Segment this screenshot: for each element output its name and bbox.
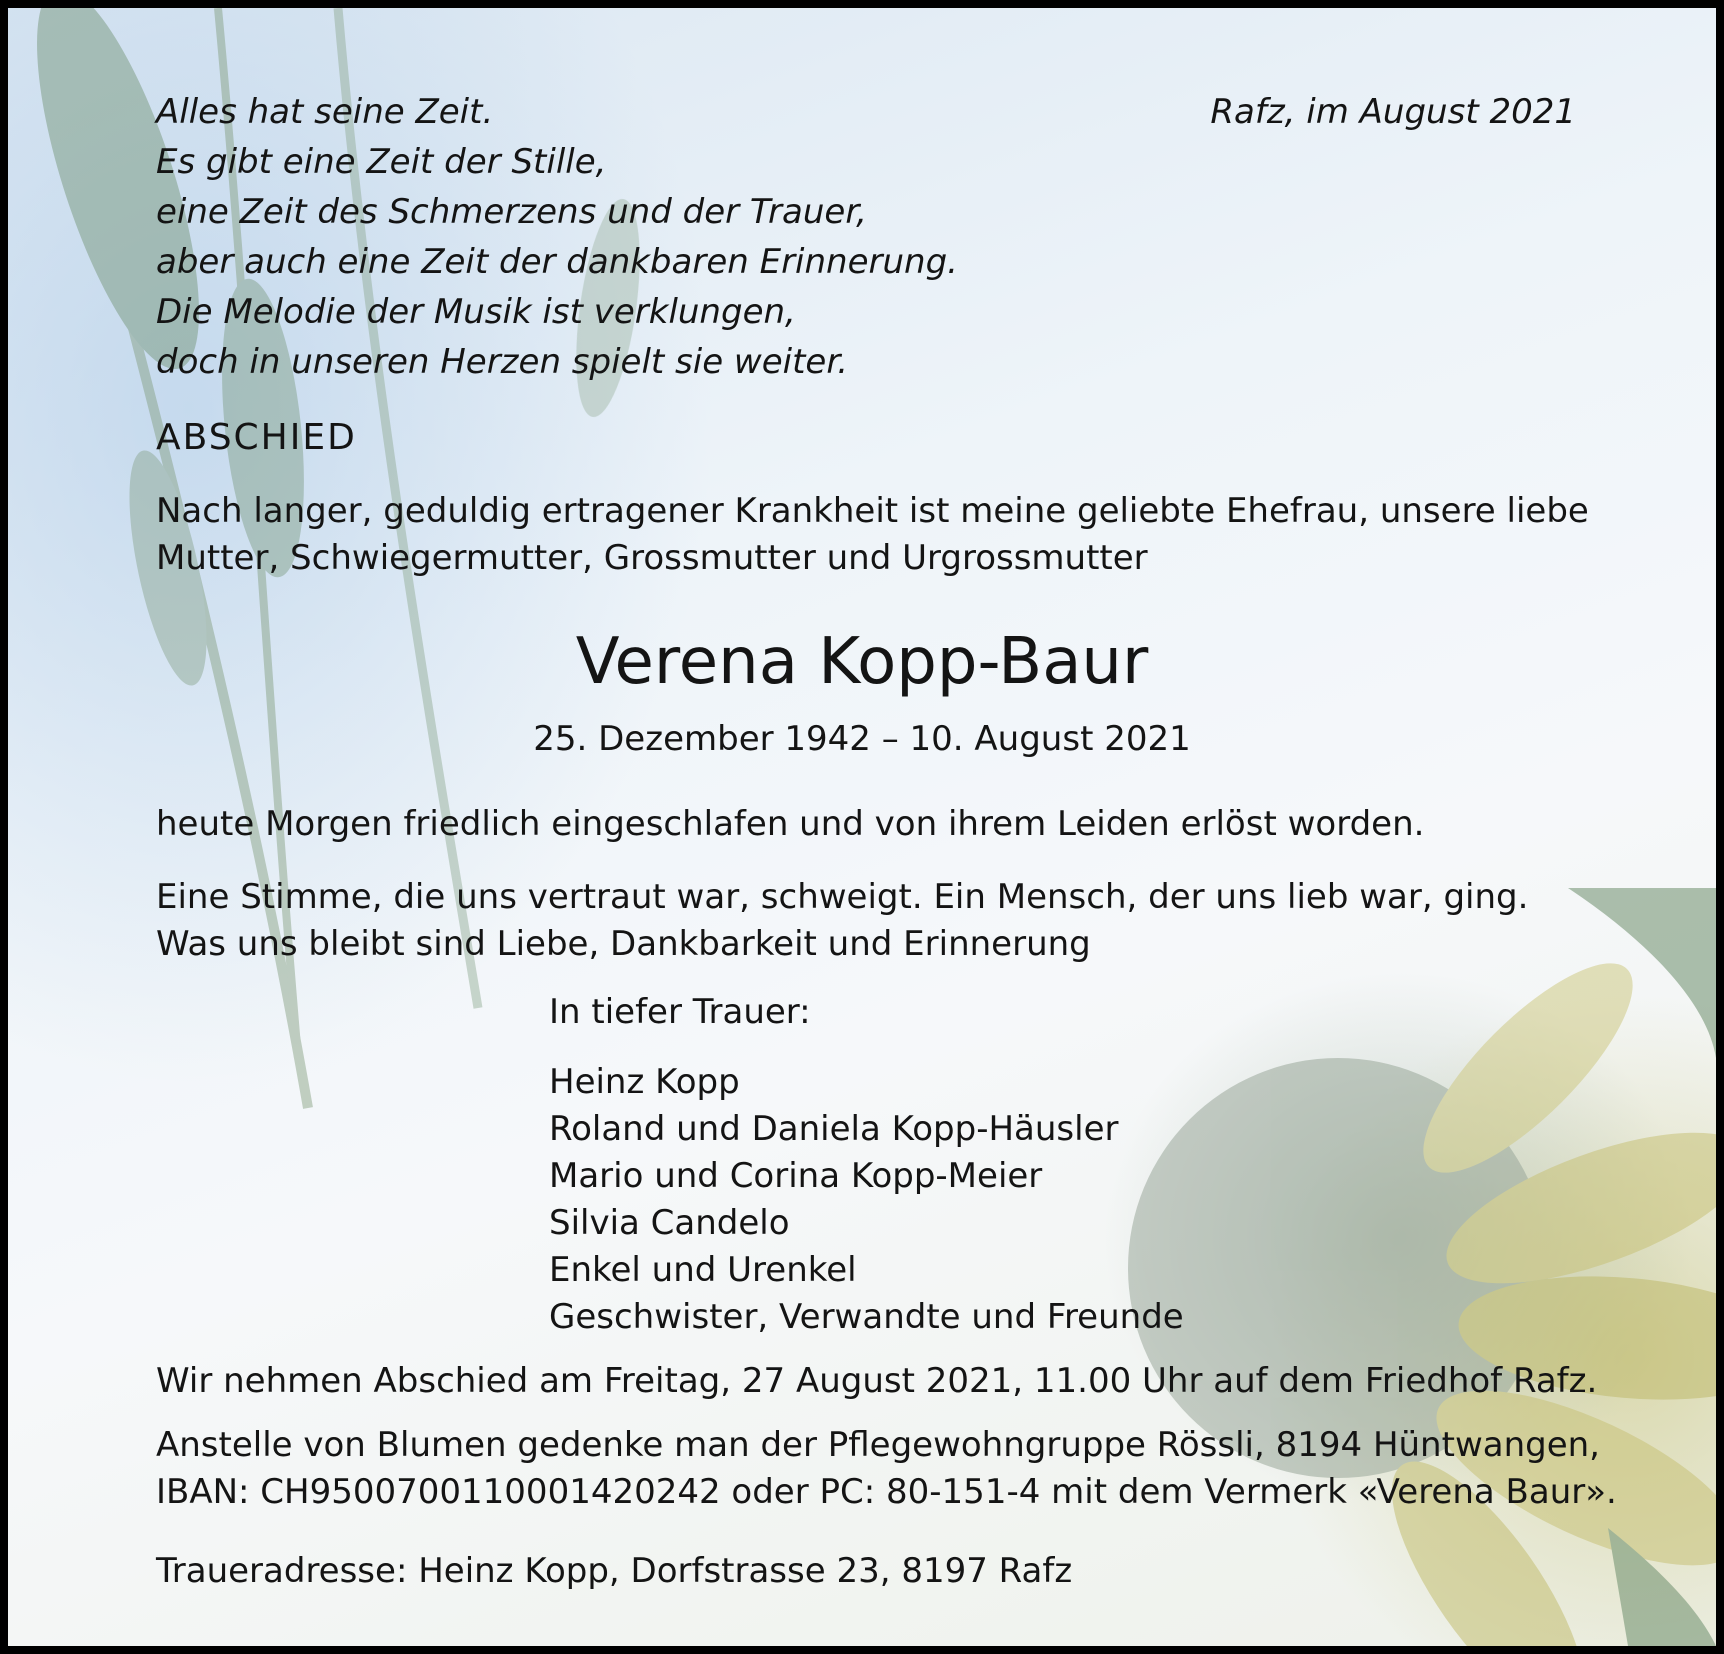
mourners-list (549, 989, 1184, 1341)
quote-text (156, 874, 1528, 968)
poem-line: doch in unseren Herzen spielt sie weiter. (156, 342, 849, 382)
intro-line: Mutter, Schwiegermutter, Grossmutter und Urgrossmutter (156, 538, 1148, 578)
sunflower (1128, 888, 1716, 1646)
mourner-name: Enkel und Urenkel (549, 1250, 857, 1290)
poem-line: Es gibt eine Zeit der Stille, (156, 142, 607, 182)
mourner-name: Heinz Kopp (549, 1062, 740, 1102)
mourner-name: Geschwister, Verwandte und Freunde (549, 1297, 1184, 1337)
intro-line: Nach langer, geduldig ertragener Krankheit ist meine geliebte Ehefrau, unsere liebe (156, 491, 1589, 531)
donation-notice (156, 1422, 1617, 1516)
mourner-name: Mario und Corina Kopp-Meier (549, 1156, 1043, 1196)
intro-text (156, 488, 1589, 582)
donation-line: IBAN: CH9500700110001420242 oder PC: 80-151-4 mit dem Vermerk «Verena Baur». (156, 1472, 1617, 1512)
section-heading: ABSCHIED (156, 417, 357, 458)
deceased-name: Verena Kopp-Baur (575, 625, 1149, 699)
farewell-notice: Wir nehmen Abschied am Freitag, 27 August 2021, 11.00 Uhr auf dem Friedhof Rafz. (156, 1361, 1598, 1401)
mourner-name: Roland und Daniela Kopp-Häusler (549, 1109, 1119, 1149)
mourner-name: Silvia Candelo (549, 1203, 790, 1243)
poem-line: eine Zeit des Schmerzens und der Trauer, (156, 192, 867, 232)
poem-line: Die Melodie der Musik ist verklungen, (156, 292, 796, 332)
place-date: Rafz, im August 2021 (1210, 92, 1576, 132)
passing-text: heute Morgen friedlich eingeschlafen und von ihrem Leiden erlöst worden. (156, 804, 1425, 844)
mourners-label: In tiefer Trauer: (549, 992, 811, 1032)
life-dates: 25. Dezember 1942 – 10. August 2021 (533, 719, 1191, 759)
poem (156, 87, 958, 387)
mourning-address: Traueradresse: Heinz Kopp, Dorfstrasse 23, 8197 Rafz (156, 1551, 1073, 1591)
poem-line: Alles hat seine Zeit. (156, 92, 494, 132)
donation-line: Anstelle von Blumen gedenke man der Pflegewohngruppe Rössli, 8194 Hüntwangen, (156, 1425, 1600, 1465)
quote-line: Eine Stimme, die uns vertraut war, schweigt. Ein Mensch, der uns lieb war, ging. (156, 877, 1529, 917)
poem-line: aber auch eine Zeit der dankbaren Erinnerung. (156, 242, 958, 282)
quote-line: Was uns bleibt sind Liebe, Dankbarkeit und Erinnerung (156, 924, 1091, 964)
